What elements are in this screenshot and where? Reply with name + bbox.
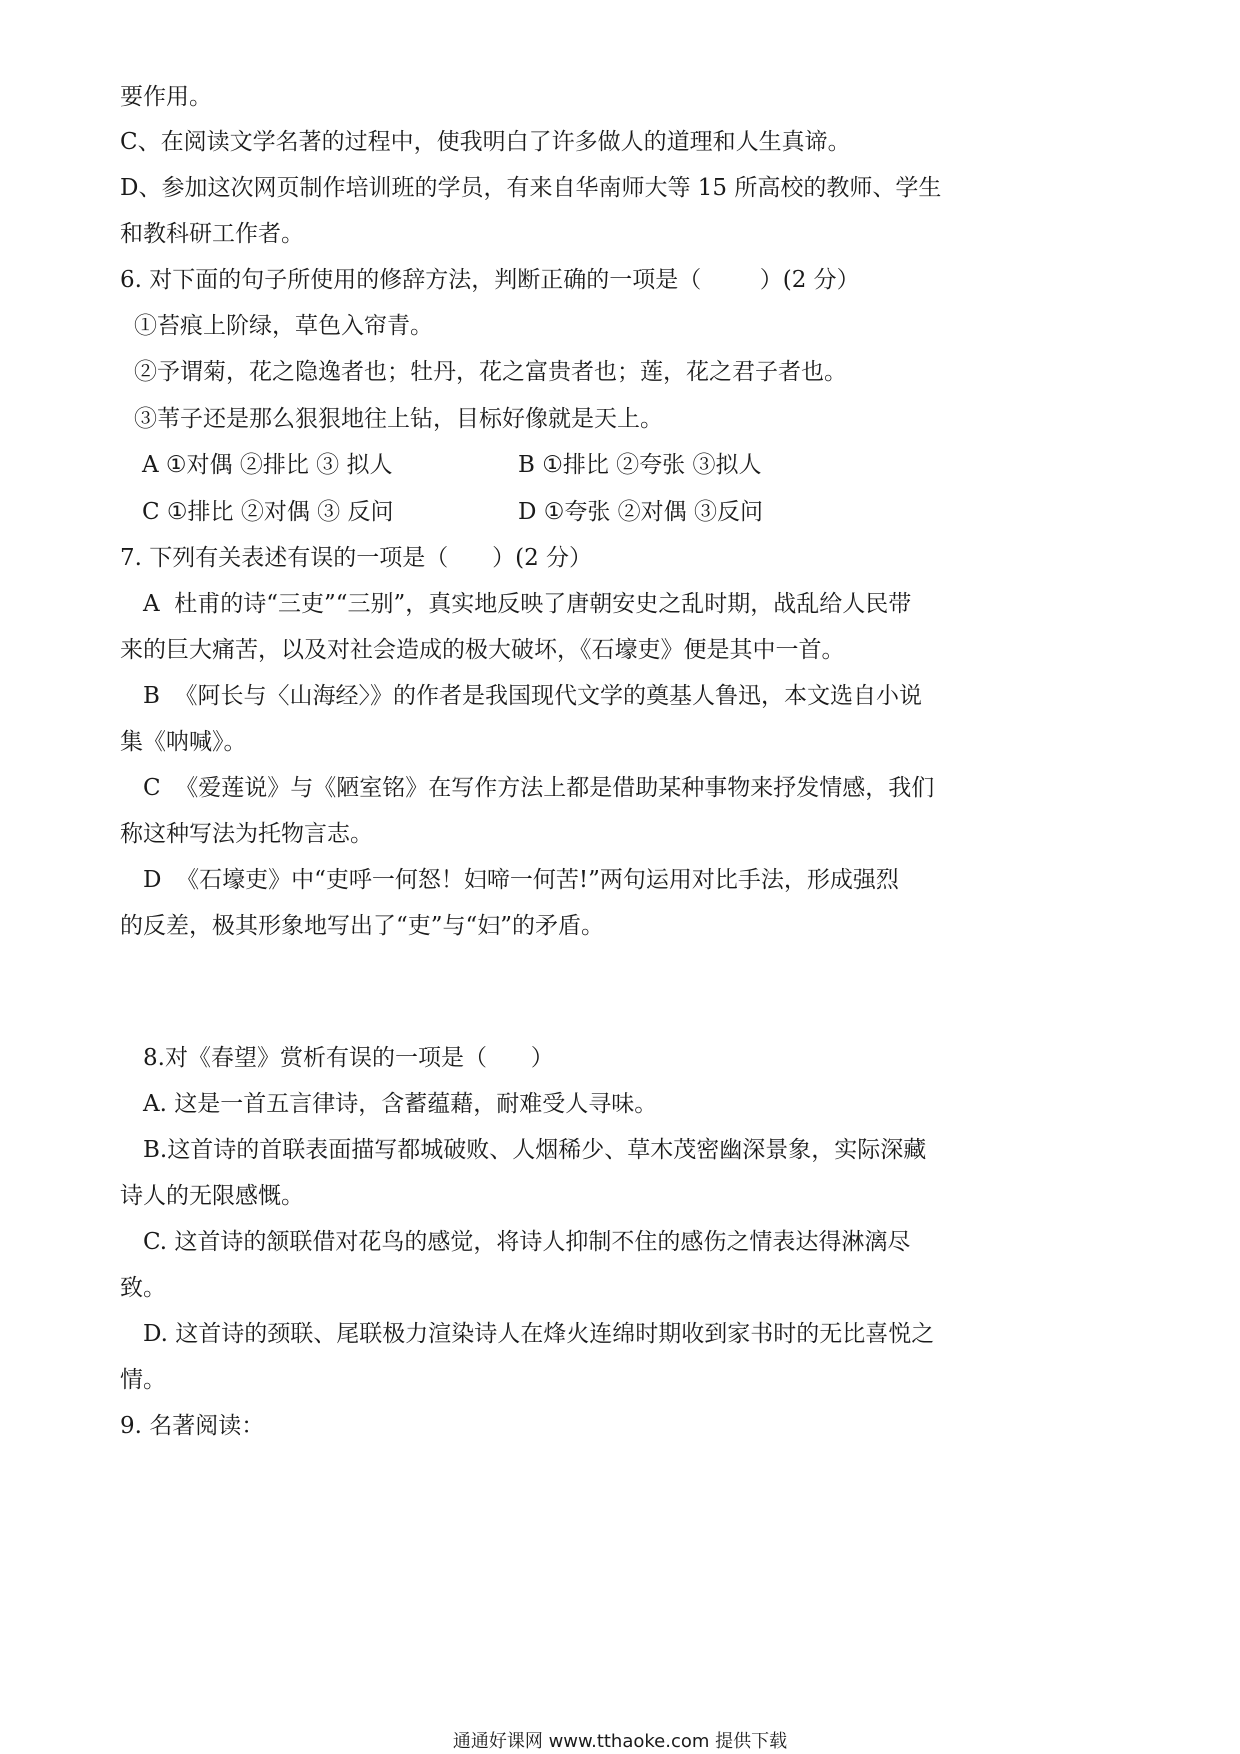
text-line: 致。 <box>120 1275 166 1301</box>
question-6-stem: 6. 对下面的句子所使用的修辞方法，判断正确的一项是（ ）(2 分） <box>120 267 860 293</box>
question-8-stem: 8.对《春望》赏析有误的一项是（ ） <box>143 1045 554 1071</box>
text-line: 和教科研工作者。 <box>120 221 304 247</box>
text-line: 诗人的无限感慨。 <box>120 1183 304 1209</box>
question-6-option-c: C ①排比 ②对偶 ③ 反问 <box>142 499 394 525</box>
question-7-option-d: D 《石壕吏》中“吏呼一何怒！妇啼一何苦!”两句运用对比手法，形成强烈 <box>143 867 899 893</box>
question-7-option-c: C 《爱莲说》与《陋室铭》在写作方法上都是借助某种事物来抒发情感，我们 <box>143 775 935 801</box>
question-6-option-d: D ①夸张 ②对偶 ③反问 <box>518 499 763 525</box>
question-8-option-b: B.这首诗的首联表面描写都城破败、人烟稀少、草木茂密幽深景象，实际深藏 <box>143 1137 927 1163</box>
question-7-stem: 7. 下列有关表述有误的一项是（ ）(2 分） <box>120 545 593 571</box>
text-line: 来的巨大痛苦，以及对社会造成的极大破坏，《石壕吏》便是其中一首。 <box>120 637 845 663</box>
option-d-line: D、参加这次网页制作培训班的学员，有来自华南师大等 15 所高校的教师、学生 <box>120 175 942 201</box>
question-6-option-a: A ①对偶 ②排比 ③ 拟人 <box>142 452 393 478</box>
text-line: 称这种写法为托物言志。 <box>120 821 373 847</box>
text-line: 的反差，极其形象地写出了“吏”与“妇”的矛盾。 <box>120 913 605 939</box>
sentence-2: ②予谓菊，花之隐逸者也；牡丹，花之富贵者也；莲，花之君子者也。 <box>134 359 847 385</box>
option-c-line: C、在阅读文学名著的过程中，使我明白了许多做人的道理和人生真谛。 <box>120 129 851 155</box>
question-7-option-b: B 《阿长与〈山海经〉》的作者是我国现代文学的奠基人鲁迅，本文选自小说 <box>143 683 923 709</box>
question-7-option-a: A 杜甫的诗“三吏”“三别”，真实地反映了唐朝安史之乱时期，战乱给人民带 <box>143 591 912 617</box>
sentence-3: ③苇子还是那么狠狠地往上钻，目标好像就是天上。 <box>134 406 663 432</box>
sentence-1: ①苔痕上阶绿，草色入帘青。 <box>134 313 433 339</box>
text-line: 情。 <box>120 1367 166 1393</box>
text-line: 要作用。 <box>120 84 212 110</box>
question-8-option-a: A. 这是一首五言律诗，含蓄蕴藉，耐难受人寻味。 <box>143 1091 658 1117</box>
question-8-option-d: D. 这首诗的颈联、尾联极力渲染诗人在烽火连绵时期收到家书时的无比喜悦之 <box>143 1321 935 1347</box>
question-6-option-b: B ①排比 ②夸张 ③拟人 <box>518 452 762 478</box>
page-footer: 通通好课网 www.tthaoke.com 提供下载 <box>452 1731 788 1752</box>
question-8-option-c: C. 这首诗的颔联借对花鸟的感觉，将诗人抑制不住的感伤之情表达得淋漓尽 <box>143 1229 911 1255</box>
text-line: 集《呐喊》。 <box>120 729 247 755</box>
question-9-stem: 9. 名著阅读： <box>120 1413 265 1439</box>
